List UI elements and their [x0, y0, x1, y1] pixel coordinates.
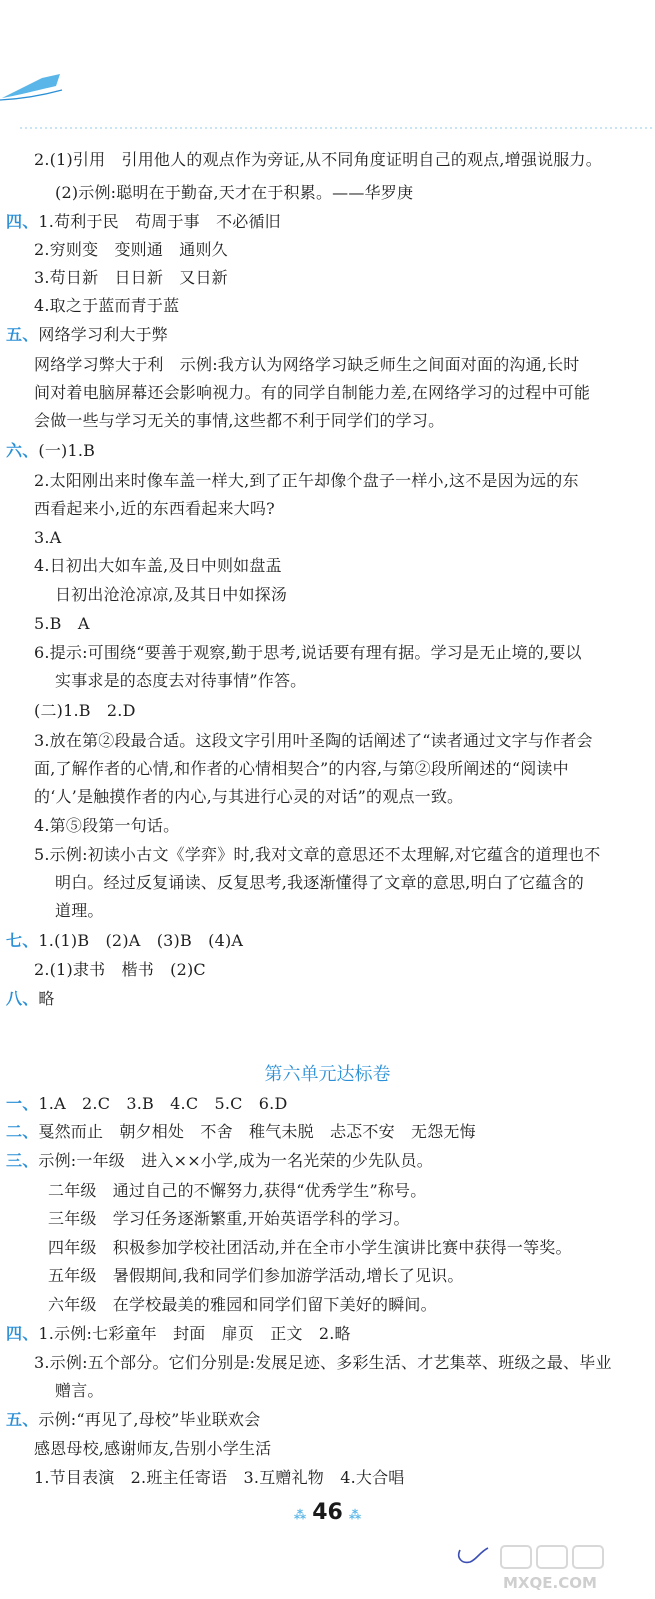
answer-text: (一)1.B — [38, 441, 96, 460]
answer-line — [48, 1181, 426, 1201]
answer-text: 4.日初出大如车盖,及日中则如盘盂 — [34, 556, 282, 575]
answer-text: 4.取之于蓝而青于蓝 — [34, 296, 180, 315]
answer-line — [55, 585, 287, 605]
answer-line — [34, 411, 444, 431]
page-number — [0, 1500, 655, 1525]
answer-text: (二)1.B 2.D — [34, 701, 136, 720]
answer-text: 3.苟日新 日日新 又日新 — [34, 268, 228, 287]
answer-text: 的‘人’是触摸作者的内心,与其进行心灵的对话”的观点一致。 — [34, 787, 464, 806]
question-number: 五、 — [6, 1410, 39, 1429]
answer-line — [6, 931, 243, 951]
answer-line — [34, 471, 579, 491]
answer-text: 感恩母校,感谢师友,告别小学生活 — [34, 1439, 272, 1458]
answer-text: 3.示例:五个部分。它们分别是:发展足迹、多彩生活、才艺集萃、班级之最、毕业 — [34, 1353, 612, 1372]
answer-line — [34, 268, 228, 288]
question-number: 六、 — [6, 441, 39, 460]
answer-text: 6.提示:可围绕“要善于观察,勤于思考,说话要有理有据。学习是无止境的,要以 — [34, 643, 582, 662]
answer-text: 明白。经过反复诵读、反复思考,我逐渐懂得了文章的意思,明白了它蕴含的 — [55, 873, 584, 892]
answer-text: 网络学习利大于弊 — [38, 325, 169, 344]
answer-line — [6, 1410, 260, 1430]
answer-line — [34, 614, 90, 634]
answer-line — [55, 901, 104, 921]
answer-text: 示例:一年级 进入××小学,成为一名光荣的少先队员。 — [38, 1151, 433, 1170]
answer-line — [34, 960, 206, 980]
answer-text: 面,了解作者的心情,和作者的心情相契合”的内容,与第②段所阐述的“阅读中 — [34, 759, 569, 778]
page-number-text: 46 — [312, 1500, 343, 1525]
answer-line — [6, 989, 55, 1009]
answer-line — [34, 701, 136, 721]
answer-text: 实事求是的态度去对待事情”作答。 — [55, 671, 307, 690]
answer-text: 西看起来小,近的东西看起来大吗? — [34, 499, 275, 518]
answer-text: 1.示例:七彩童年 封面 扉页 正文 2.略 — [38, 1324, 351, 1343]
question-number: 一、 — [6, 1094, 39, 1113]
answer-line — [6, 212, 281, 232]
question-number: 七、 — [6, 931, 39, 950]
answer-text: 3.放在第②段最合适。这段文字引用叶圣陶的话阐述了“读者通过文字与作者会 — [34, 731, 593, 750]
question-number: 三、 — [6, 1151, 39, 1170]
answer-line — [34, 845, 600, 865]
answer-line — [34, 731, 593, 751]
answer-text: 1.节目表演 2.班主任寄语 3.互赠礼物 4.大合唱 — [34, 1468, 405, 1487]
answer-text: 2.(1)引用 引用他人的观点作为旁证,从不同角度证明自己的观点,增强说服力。 — [34, 150, 602, 169]
answer-text: 间对着电脑屏幕还会影响视力。有的同学自制能力差,在网络学习的过程中可能 — [34, 383, 591, 402]
answer-text: 三年级 学习任务逐渐繁重,开始英语学科的学习。 — [48, 1209, 410, 1228]
answer-text: 会做一些与学习无关的事情,这些都不利于同学们的学习。 — [34, 411, 445, 430]
answer-line — [55, 183, 413, 203]
answer-line — [6, 1151, 433, 1171]
answer-text: 略 — [38, 989, 55, 1008]
answer-text: 5.示例:初读小古文《学弈》时,我对文章的意思还不太理解,对它蕴含的道理也不 — [34, 845, 601, 864]
answer-line — [48, 1295, 437, 1315]
answer-line — [6, 325, 168, 345]
answer-text: 道理。 — [55, 901, 104, 920]
answer-line — [34, 355, 579, 375]
answer-line — [34, 1353, 612, 1373]
answer-text: 日初出沧沧凉凉,及其日中如探汤 — [55, 585, 288, 604]
answer-line — [34, 1439, 271, 1459]
answer-text: 二年级 通过自己的不懈努力,获得“优秀学生”称号。 — [48, 1181, 427, 1200]
answer-line — [55, 873, 584, 893]
right-ornament-icon: ⁂ — [348, 1508, 362, 1522]
answer-line — [34, 556, 282, 576]
answer-text: 六年级 在学校最美的雅园和同学们留下美好的瞬间。 — [48, 1295, 437, 1314]
answer-text: 赠言。 — [55, 1381, 104, 1400]
answer-text: 3.A — [34, 528, 62, 547]
answer-text: 1.苟利于民 苟周于事 不必循旧 — [38, 212, 281, 231]
answer-line — [34, 383, 590, 403]
answer-text: 四年级 积极参加学校社团活动,并在全市小学生演讲比赛中获得一等奖。 — [48, 1238, 572, 1257]
answer-text: 网络学习弊大于利 示例:我方认为网络学习缺乏师生之间面对面的沟通,长时 — [34, 355, 580, 374]
answer-line — [48, 1238, 572, 1258]
answer-line — [6, 1122, 476, 1142]
section-title: 第六单元达标卷 — [264, 1064, 391, 1085]
answer-text: 2.太阳刚出来时像车盖一样大,到了正午却像个盘子一样小,这不是因为远的东 — [34, 471, 579, 490]
question-number: 二、 — [6, 1122, 39, 1141]
answer-line — [6, 441, 95, 461]
answer-text: (2)示例:聪明在于勤奋,天才在于积累。——华罗庚 — [55, 183, 414, 202]
watermark-text: MXQE.COM — [503, 1574, 597, 1592]
answer-line — [34, 528, 61, 548]
question-number: 八、 — [6, 989, 39, 1008]
answer-text: 五年级 暑假期间,我和同学们参加游学活动,增长了见识。 — [48, 1266, 464, 1285]
left-ornament-icon: ⁂ — [293, 1508, 307, 1522]
answer-line — [6, 1324, 351, 1344]
answer-line — [34, 499, 275, 519]
answer-line — [48, 1209, 410, 1229]
corner-decoration — [0, 70, 70, 110]
answer-line — [55, 671, 306, 691]
answer-text: 5.B A — [34, 614, 90, 633]
answer-line — [34, 1468, 404, 1488]
question-number: 四、 — [6, 212, 39, 231]
answer-line — [34, 787, 463, 807]
answer-line — [48, 1266, 464, 1286]
top-rule — [0, 125, 655, 131]
answer-text: 示例:“再见了,母校”毕业联欢会 — [38, 1410, 261, 1429]
answer-line — [34, 643, 582, 663]
answer-text: 1.(1)B (2)A (3)B (4)A — [38, 931, 244, 950]
answer-text: 2.(1)隶书 楷书 (2)C — [34, 960, 206, 979]
answer-line — [34, 240, 228, 260]
answer-line — [34, 816, 179, 836]
answer-text: 戛然而止 朝夕相处 不舍 稚气未脱 忐忑不安 无怨无悔 — [38, 1122, 476, 1141]
answer-line — [6, 1094, 287, 1114]
answer-line — [34, 759, 569, 779]
answer-text: 1.A 2.C 3.B 4.C 5.C 6.D — [38, 1094, 288, 1113]
answer-line — [34, 150, 602, 170]
answer-line — [34, 296, 179, 316]
question-number: 四、 — [6, 1324, 39, 1343]
answer-text: 2.穷则变 变则通 通则久 — [34, 240, 228, 259]
handwritten-mark — [454, 1542, 494, 1572]
site-watermark — [497, 1540, 647, 1595]
answer-text: 4.第⑤段第一句话。 — [34, 816, 180, 835]
answer-line — [55, 1381, 104, 1401]
question-number: 五、 — [6, 325, 39, 344]
